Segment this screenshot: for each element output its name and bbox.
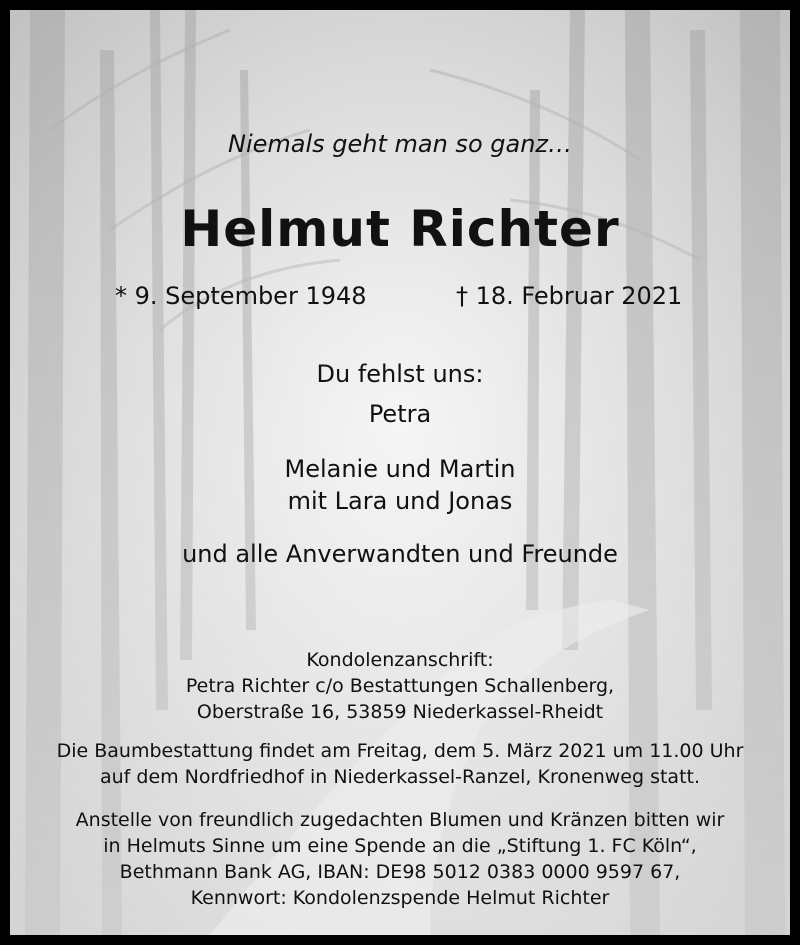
obituary-card [10, 10, 790, 935]
condolence-line: Oberstraße 16, 53859 Niederkassel-Rheidt [196, 701, 604, 723]
condolence-address [10, 647, 790, 725]
condolence-line: Kondolenzanschrift: [306, 649, 494, 671]
burial-line: auf dem Nordfriedhof in Niederkassel-Ranzel, Kronenweg statt. [99, 766, 701, 788]
donation-line: Bethmann Bank AG, IBAN: DE98 5012 0383 0000 9597 67, [119, 861, 681, 883]
deceased-name: Helmut Richter [180, 200, 620, 258]
intro-line: Du fehlst uns: [316, 360, 484, 388]
mourner-line: mit Lara und Jonas [287, 487, 513, 515]
obituary-text [10, 10, 790, 935]
death-date: † 18. Februar 2021 [456, 282, 683, 310]
condolence-line: Petra Richter c/o Bestattungen Schallenberg, [185, 675, 615, 697]
mourner-family [10, 453, 790, 517]
birth-date: * 9. September 1948 [115, 282, 367, 310]
motto: Niemals geht man so ganz… [227, 130, 572, 158]
donation-info [10, 807, 790, 911]
burial-info [10, 738, 790, 790]
mourner-relatives: und alle Anverwandten und Freunde [182, 540, 618, 568]
donation-line: Anstelle von freundlich zugedachten Blumen und Kränzen bitten wir [75, 809, 725, 831]
donation-line: in Helmuts Sinne um eine Spende an die „Stiftung 1. FC Köln“, [103, 835, 697, 857]
mourner-petra: Petra [368, 400, 432, 428]
donation-line: Kennwort: Kondolenzspende Helmut Richter [190, 887, 610, 909]
burial-line: Die Baumbestattung findet am Freitag, dem 5. März 2021 um 11.00 Uhr [56, 740, 744, 762]
mourner-line: Melanie und Martin [284, 455, 516, 483]
